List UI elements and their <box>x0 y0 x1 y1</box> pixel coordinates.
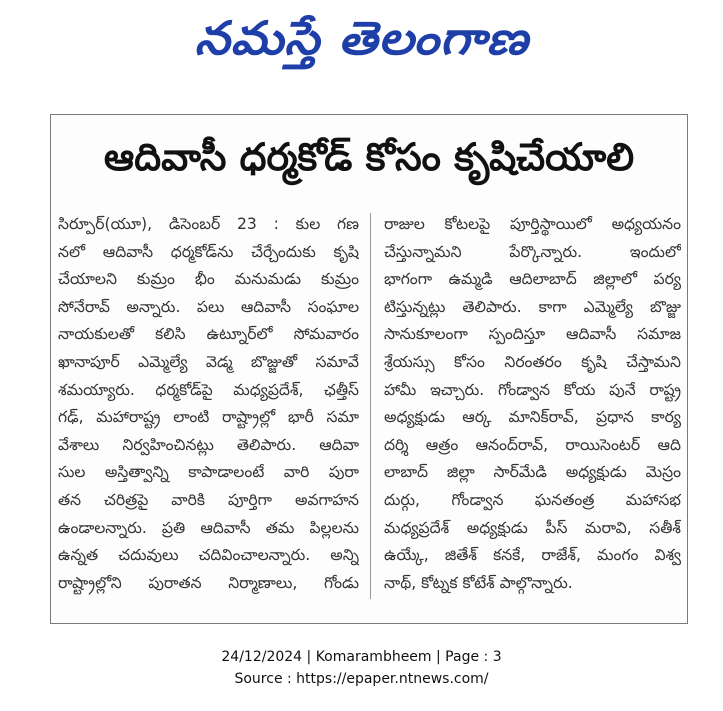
footer <box>0 646 723 690</box>
left-column-line: ఖానాపూర్ ఎమ్మెల్యే వెడ్మ బొజ్జుతో సమావే <box>58 352 359 371</box>
left-column-line: వేశాలు నిర్వహించినట్లు తెలిపారు. ఆదివా <box>58 435 359 454</box>
left-column-line: నలో ఆదివాసీ ధర్మకోడ్‌ను చేర్చేందుకు కృషి <box>58 242 359 261</box>
left-column-line: సిర్పూర్(యూ), డిసెంబర్ 23 : కుల గణ <box>58 215 359 233</box>
footer-source-link[interactable]: Source : https://epaper.ntnews.com/ <box>234 671 489 687</box>
masthead-title: నమస్తే తెలంగాణ <box>194 11 529 65</box>
right-column-line: చేస్తున్నామని పేర్కొన్నారు. ఇందులో <box>384 242 681 261</box>
right-column-line: భాగంగా ఉమ్మడి ఆదిలాబాద్ జిల్లాలో పర్య <box>384 270 681 289</box>
masthead <box>0 0 723 88</box>
left-column-line: సుల అస్తిత్వాన్ని కాపాడాలంటే వారి పురా <box>58 463 359 482</box>
right-column-line: లాబాద్ జిల్లా సార్‌మేడి అధ్యక్షుడు మెస్రం <box>384 463 681 482</box>
left-column-line: రాష్ట్రాల్లోని పురాతన నిర్మాణాలు, గోండు <box>58 573 359 592</box>
left-column-line: శమయ్యారు. ధర్మకోడ్‌పై మధ్యప్రదేశ్, ఛత్తీస్ <box>58 380 359 399</box>
left-column-line: గఢ్, మహారాష్ట్ర లాంటి రాష్ట్రాల్లో భారీ సమా <box>58 408 359 427</box>
right-column-line: నాథ్, కోట్నక కోటేశ్ పాల్గొన్నారు. <box>384 573 573 592</box>
right-column-line: రాజుల కోటలపై పూర్తిస్థాయిలో అధ్యయనం <box>384 215 681 233</box>
right-column-line: దుర్గు, గోండ్వాన ఘనతంత్ర మహాసభ <box>384 490 681 509</box>
right-column-line: మధ్యప్రదేశ్ అధ్యక్షుడు పీస్ మరావి, సతీశ్ <box>384 518 681 537</box>
left-column <box>58 211 359 597</box>
right-column-line: శ్రేయస్సు కోసం నిరంతరం కృషి చేస్తామని <box>384 352 681 371</box>
footer-edition-info: 24/12/2024 | Komarambheem | Page : 3 <box>221 649 502 665</box>
left-column-line: నాయకులతో కలిసి ఉట్నూర్‌లో సోమవారం <box>58 325 359 344</box>
right-column-line: ఉయ్కే, జితేశ్ కనకే, రాజేశ్, మంగం విశ్వ <box>384 546 681 565</box>
left-column-line: ఉన్నత చదువులు చదివించాలన్నారు. అన్ని <box>58 546 359 565</box>
right-column-line: టిస్తున్నట్లు తెలిపారు. కాగా ఎమ్మెల్యే బొజ్జు <box>384 297 681 316</box>
right-column-line: అధ్యక్షుడు ఆర్క మానిక్‌రావ్, ప్రధాన కార్య <box>384 408 681 427</box>
headline <box>51 123 687 201</box>
right-column-line: దర్శి ఆత్రం ఆనంద్‌రావ్, రాయిసెంటర్ ఆది <box>384 435 681 454</box>
left-column-line: చేయాలని కుమ్రం భీం మనుమడు కుమ్రం <box>58 270 359 289</box>
right-column <box>384 211 681 597</box>
left-column-line: సోనేరావ్ అన్నారు. పలు ఆదివాసీ సంఘాల <box>58 297 359 316</box>
news-clipping <box>50 114 688 624</box>
right-column-line: హామీ ఇచ్చారు. గోండ్వాన కోయ పునే రాష్ట్ర <box>384 380 681 399</box>
right-column-line: సానుకూలంగా స్పందిస్తూ ఆదివాసీ సమాజ <box>384 325 681 344</box>
left-column-line: తన చరిత్రపై వారికి పూర్తిగా అవగాహన <box>58 490 359 509</box>
column-divider <box>370 213 371 599</box>
left-column-line: ఉండాలన్నారు. ప్రతి ఆదివాసీ తమ పిల్లలను <box>58 518 359 537</box>
headline-text: ఆదివాసీ ధర్మకోడ్ కోసం కృషిచేయాలి <box>103 135 635 179</box>
